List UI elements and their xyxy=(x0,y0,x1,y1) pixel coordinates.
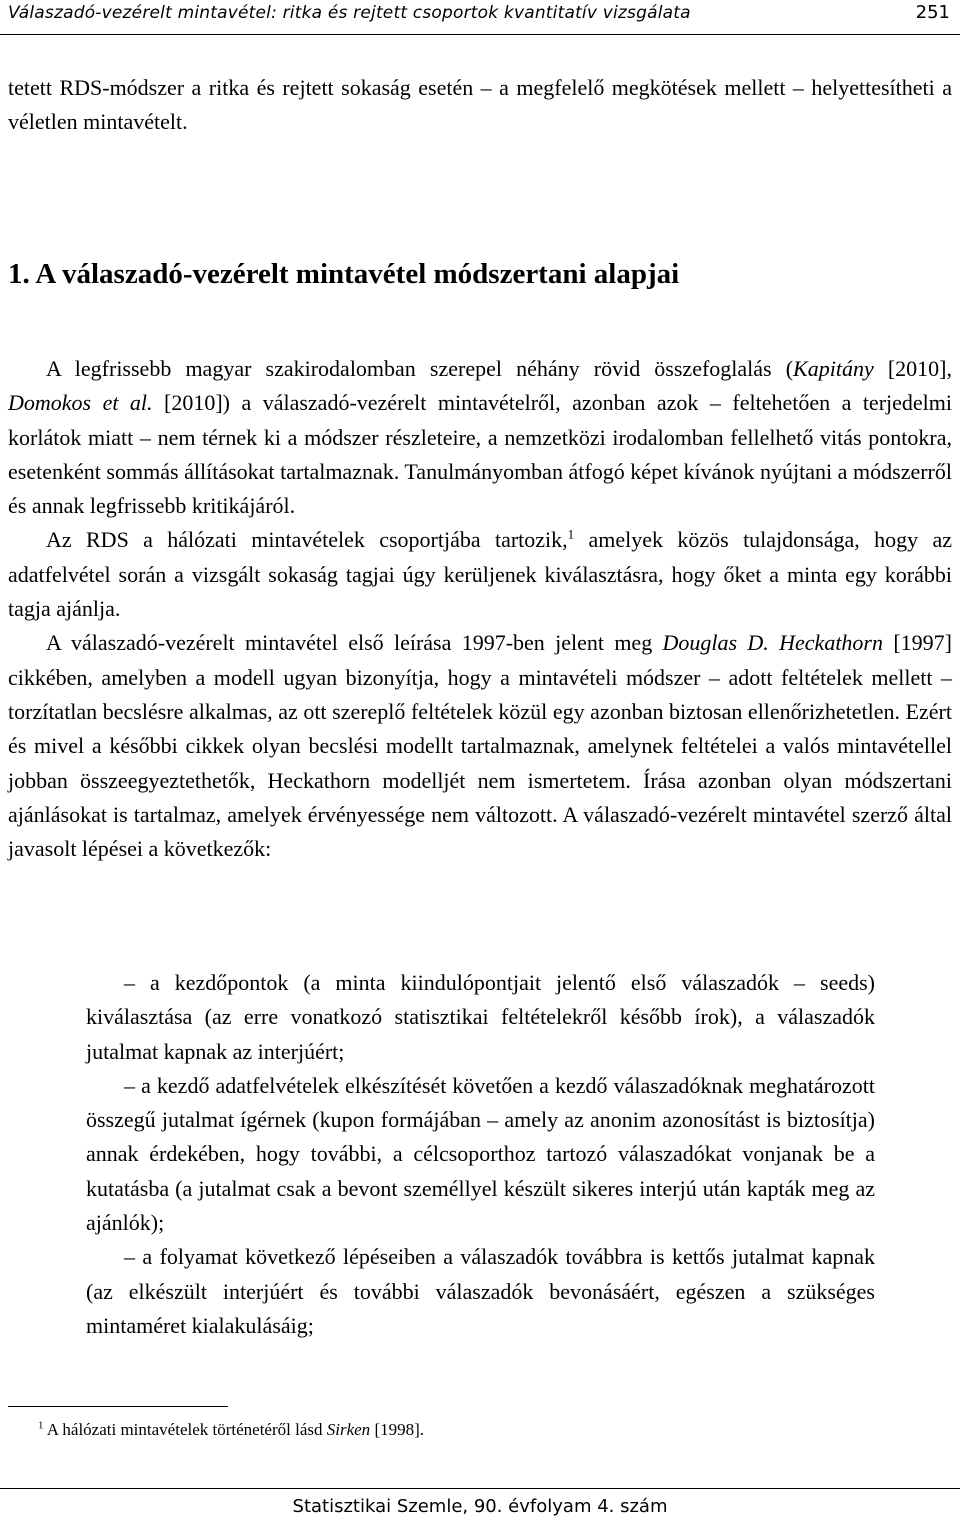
footer-divider xyxy=(0,1488,960,1489)
footnote-reference: 1 xyxy=(567,527,575,543)
section-heading: 1. A válaszadó-vezérelt mintavétel módszertani alapjai xyxy=(8,258,680,290)
list-item: – a kezdőpontok (a minta kiindulópontjait jelentő első válaszadók – seeds) kiválasztása (az erre vonatkozó statisztikai feltételekről később írok), a válaszadók jutalmat kapnak az interjúért; xyxy=(86,970,875,1064)
p1-text-a: A legfrissebb magyar szakirodalomban szerepel néhány rövid összefoglalás ( xyxy=(46,356,794,381)
citation-kapitany: Kapitány xyxy=(793,356,874,381)
intro-text: tetett RDS-módszer a ritka és rejtett sokaság esetén – a megfelelő megkötések mellett – helyettesítheti a véletlen mintavételt. xyxy=(8,75,952,134)
p3-text-b: [1997] cikkében, amelyben a modell ugyan bizonyítja, hogy a mintavételi módszer – adott feltételek mellett – torzítatlan becslésre alkalmas, az ott szereplő feltételek közül egy azonban biztosan ellenőrizhetetlen. Ezért és mivel a későbbi cikkek olyan becslési modellt tartalmaznak, amelynek feltételei a valós mintavétellel jobban összeegyeztethetők, Heckathorn modelljét nem ismertetem. Írása azonban olyan módszertani ajánlásokat is tartalmaz, amelyek érvényessége nem változott. A válaszadó-vezérelt mintavétel szerző által javasolt lépései a következők: xyxy=(8,630,952,862)
journal-footer: Statisztikai Szemle, 90. évfolyam 4. szám xyxy=(292,1496,668,1517)
footnote xyxy=(38,1418,424,1442)
citation-sirken: Sirken xyxy=(326,1420,371,1439)
running-header xyxy=(0,0,960,35)
p2-text-a: Az RDS a hálózati mintavételek csoportjába tartozik, xyxy=(46,527,568,553)
list-item: – a kezdő adatfelvételek elkészítését követően a kezdő válaszadóknak meghatározott összegű jutalmat ígérnek (kupon formájában – amely az anonim azonosítást is biztosítja) annak érdekében, hogy további, a célcsoporthoz tartozó válaszadókat vonjanak be a kutatásba (a jutalmat csak a bevont személlyel készült sikeres interjú után kapták meg az ajánlók); xyxy=(86,1072,875,1236)
p1-text-b: [2010], xyxy=(873,356,952,381)
section-body xyxy=(8,352,952,866)
p3-text-a: A válaszadó-vezérelt mintavétel első leírása 1997-ben jelent meg xyxy=(46,630,663,656)
citation-heckathorn: Douglas D. Heckathorn xyxy=(662,630,883,656)
p2-text-b: amelyek közös tulajdonsága, hogy az adatfelvétel során a vizsgált sokaság tagjai úgy kerüljenek kiválasztásra, hogy őket a minta egy korábbi tagja ajánlja. xyxy=(8,527,952,622)
footnote-number: 1 xyxy=(38,1419,44,1432)
intro-paragraph xyxy=(8,71,952,138)
citation-domokos: Domokos et al. xyxy=(8,390,153,416)
paragraph-3 xyxy=(8,626,952,866)
footnote-divider xyxy=(8,1406,228,1407)
paragraph-2 xyxy=(8,523,952,626)
steps-list xyxy=(86,966,875,1343)
running-title: Válaszadó-vezérelt mintavétel: ritka és rejtett csoportok kvantitatív vizsgálata xyxy=(8,3,691,23)
paragraph-1 xyxy=(8,352,952,523)
page-number: 251 xyxy=(915,2,950,23)
p1-text-c: [2010]) a válaszadó-vezérelt mintavételről, azonban azok – feltehetően a terjedelmi korlátok miatt – nem térnek ki a módszer részleteire, a nemzetközi irodalomban fellelhető vitás pontokra, esetenként sommás állításokat tartalmaznak. Tanulmányomban átfogó képet kívánok nyújtani a módszerről és annak legfrissebb kritikájáról. xyxy=(8,390,952,519)
list-item: – a folyamat következő lépéseiben a válaszadók továbbra is kettős jutalmat kapnak (az elkészült interjúért és további válaszadók bevonásáért, egészen a szükséges mintaméret kialakulásáig; xyxy=(86,1244,875,1338)
footnote-text-a: A hálózati mintavételek történetéről lásd xyxy=(43,1420,327,1439)
footnote-text-b: [1998]. xyxy=(370,1420,425,1439)
